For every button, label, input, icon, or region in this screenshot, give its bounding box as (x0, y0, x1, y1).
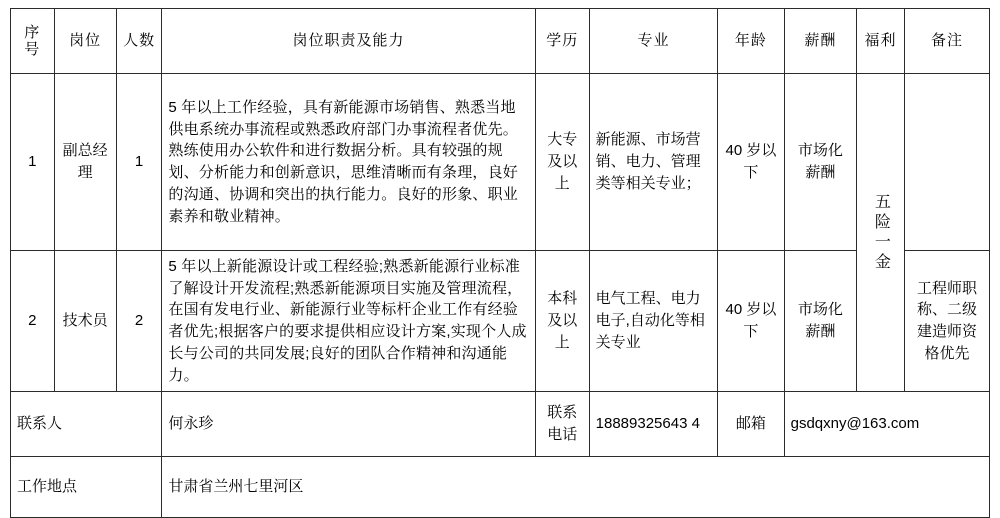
cell-duty: 5 年以上新能源设计或工程经验;熟悉新能源行业标准了解设计开发流程;熟悉新能源项目实施及管理流程，在国有发电行业、新能源行业等标杆企业工作有经验者优先;根据客户的要求提供相应设计方案,实现个人成长与公司的共同发展;良好的团队合作精神和沟通能力。 (162, 251, 535, 392)
location-value: 甘肃省兰州七里河区 (162, 457, 990, 518)
column-header-welfare: 福利 (857, 9, 905, 74)
cell-remark: 工程师职称、二级建造师资格优先 (904, 251, 989, 392)
cell-education: 大专及以上 (535, 74, 589, 251)
cell-remark (904, 74, 989, 251)
column-header-count: 人数 (116, 9, 162, 74)
column-header-post: 岗位 (54, 9, 116, 74)
email-label: 邮箱 (718, 392, 784, 457)
cell-count: 2 (116, 251, 162, 392)
email-value: gsdqxny@163.com (784, 392, 989, 457)
cell-count: 1 (116, 74, 162, 251)
column-header-major: 专业 (589, 9, 718, 74)
cell-major: 电气工程、电力电子,自动化等相关专业 (589, 251, 718, 392)
cell-major: 新能源、市场营销、电力、管理类等相关专业； (589, 74, 718, 251)
cell-salary: 市场化薪酬 (784, 74, 857, 251)
contact-name: 何永珍 (162, 392, 535, 457)
contact-label: 联系人 (11, 392, 162, 457)
phone-label: 联系电话 (535, 392, 589, 457)
column-header-age: 年龄 (718, 9, 784, 74)
cell-seq: 2 (11, 251, 55, 392)
column-header-salary: 薪酬 (784, 9, 857, 74)
cell-welfare (857, 74, 905, 392)
cell-duty: 5 年以上工作经验，具有新能源市场销售、熟悉当地供电系统办事流程或熟悉政府部门办事流程者优先。熟练使用办公软件和进行数据分析。具有较强的规划、分析能力和创新意识，思维清晰而有条理，良好的沟通、协调和突出的执行能力。良好的形象、职业素养和敬业精神。 (162, 74, 535, 251)
cell-age: 40 岁以下 (718, 74, 784, 251)
cell-salary: 市场化薪酬 (784, 251, 857, 392)
location-label: 工作地点 (11, 457, 162, 518)
table-row (11, 251, 990, 392)
table-header-row (11, 9, 990, 74)
cell-post: 副总经理 (54, 74, 116, 251)
location-row (11, 457, 990, 518)
recruitment-table (10, 8, 990, 518)
column-header-seq: 序号 (11, 9, 55, 74)
phone-number: 18889325643 4 (589, 392, 718, 457)
cell-age: 40 岁以下 (718, 251, 784, 392)
table-row (11, 74, 990, 251)
welfare-text: 五险一金 (872, 192, 890, 273)
cell-education: 本科及以上 (535, 251, 589, 392)
cell-seq: 1 (11, 74, 55, 251)
column-header-duty: 岗位职责及能力 (162, 9, 535, 74)
column-header-remark: 备注 (904, 9, 989, 74)
contact-row (11, 392, 990, 457)
cell-post: 技术员 (54, 251, 116, 392)
column-header-education: 学历 (535, 9, 589, 74)
